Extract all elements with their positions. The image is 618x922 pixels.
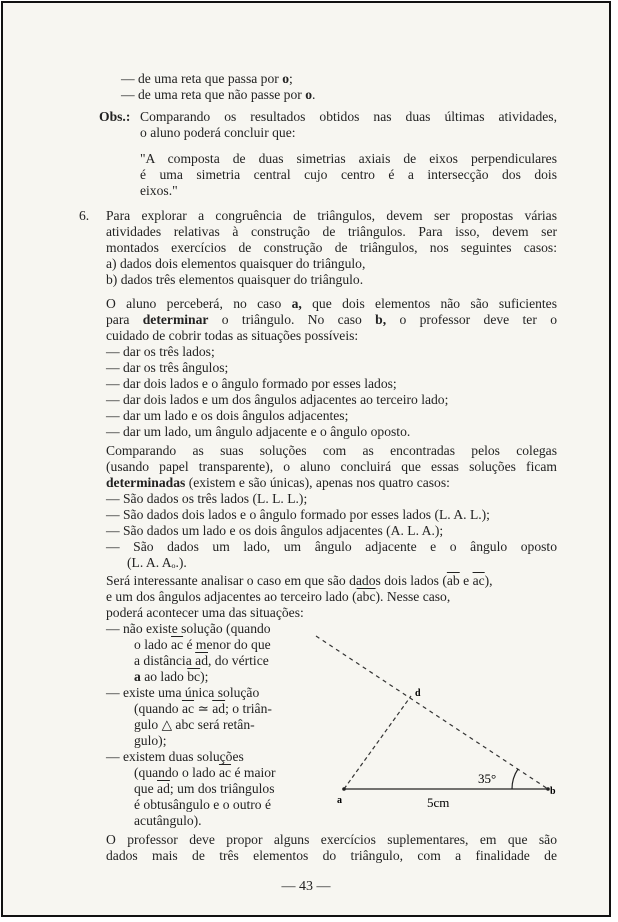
text-line: dados mais de três elementos do triângulo, com a finalidade de: [106, 848, 557, 863]
text-line: (quando $\overline{ac}$ ≃ $\overline{ad}$; o triân-: [134, 701, 272, 716]
page-number: — 43 —: [281, 879, 331, 894]
text-line: Comparando as suas soluções com as encontradas pelos colegas: [106, 443, 557, 458]
text-line: a) dados dois elementos quaisquer do triângulo,: [106, 256, 366, 271]
length-label: 5cm: [427, 795, 450, 810]
height-ad: [344, 696, 411, 789]
text-line: gulo △ abc será retân-: [134, 717, 255, 732]
base-line-bc: [316, 636, 548, 789]
text-line: é obtusângulo e o outro é: [134, 797, 272, 812]
text-line: (usando papel transparente), o aluno concluirá que essas soluções ficam: [106, 459, 557, 474]
list-item: — dar dois lados e um dos ângulos adjacentes ao terceiro lado;: [106, 392, 449, 407]
list-item: — São dados os três lados (L. L. L.);: [106, 491, 308, 506]
list-item: — dar um lado, um ângulo adjacente e o ângulo oposto.: [106, 424, 411, 439]
quote-line: "A composta de duas simetrias axiais de eixos perpendiculares: [140, 151, 557, 166]
vertex-a: [342, 787, 346, 791]
text-line: Será interessante analisar o caso em que são dados dois lados ($\overline{ab}$ e $\overline{ac}$),: [106, 573, 493, 588]
text-line: cuidado de cobrir todas as situações possíveis:: [106, 328, 359, 343]
text-line: Comparando os resultados obtidos nas duas últimas atividades,: [140, 109, 557, 124]
text-line: O professor deve propor alguns exercícios suplementares, em que são: [106, 832, 557, 847]
text-line: e um dos ângulos adjacentes ao terceiro lado $(\overline{abc})$. Nesse caso,: [106, 589, 451, 604]
text-line: gulo);: [134, 733, 167, 748]
text-line: Para explorar a congruência de triângulos, devem ser propostas várias: [106, 208, 557, 223]
text-line: que $\overline{ad}$; um dos triângulos: [134, 781, 275, 796]
list-item: — São dados um lado, um ângulo adjacente e o ângulo oposto: [106, 539, 557, 554]
text-line: O aluno perceberá, no caso a, que dois elementos não são suficientes: [106, 296, 557, 311]
text-line: b) dados três elementos quaisquer do triângulo.: [106, 272, 364, 287]
list-item: — dar dois lados e o ângulo formado por esses lados;: [106, 376, 397, 391]
text-line: — de uma reta que passa por o;: [121, 71, 293, 86]
list-item: — São dados dois lados e o ângulo formado por esses lados (L. A. L.);: [106, 507, 490, 522]
list-item: — dar um lado e os dois ângulos adjacentes;: [106, 408, 349, 423]
text-line: a ao lado $\overline{bc}$);: [134, 669, 209, 684]
angle-label: 35°: [478, 771, 497, 786]
quote-line: eixos.": [140, 183, 178, 198]
label-a: a: [337, 795, 342, 806]
list-item: — existe uma única solução: [106, 685, 260, 700]
angle-arc: [512, 769, 518, 789]
page-text: [3, 3, 609, 915]
text-line: a distância $\overline{ad}$, do vértice: [134, 653, 269, 668]
label-d: d: [415, 688, 421, 699]
list-item: (L. A. Aₒ.).: [127, 555, 187, 570]
text-line: (quando o lado $\overline{ac}$ é maior: [134, 765, 276, 780]
text-line: o lado $\overline{ac}$ é menor do que: [134, 637, 271, 652]
text-line: para determinar o triângulo. No caso b, o professor deve ter o: [106, 312, 557, 327]
text-line: acutângulo).: [134, 813, 202, 828]
list-item: — dar os três lados;: [106, 344, 215, 359]
text-line: atividades relativas à construção de triângulos. Para isso, devem ser: [106, 224, 557, 239]
text-line: montados exercícios de construção de triângulos, nos seguintes casos:: [106, 240, 557, 255]
triangle-figure: [3, 3, 613, 919]
list-item: — existem duas soluções: [106, 749, 244, 764]
obs-label: Obs.:: [99, 109, 131, 124]
quote-line: é uma simetria central cujo centro é a intersecção dos dois: [140, 167, 557, 182]
text-line: determinadas (existem e são únicas), apenas nos quatro casos:: [106, 475, 450, 490]
item-number: 6.: [79, 208, 90, 223]
text-line: o aluno poderá concluir que:: [140, 125, 296, 140]
text-line: — de uma reta que não passe por o.: [121, 87, 316, 102]
book-page: [1, 1, 611, 917]
list-item: — dar os três ângulos;: [106, 360, 229, 375]
label-b: b: [550, 786, 556, 797]
list-item: — não existe solução (quando: [106, 621, 271, 636]
list-item: — São dados um lado e os dois ângulos adjacentes (A. L. A.);: [106, 523, 444, 538]
text-line: poderá acontecer uma das situações:: [106, 605, 304, 620]
